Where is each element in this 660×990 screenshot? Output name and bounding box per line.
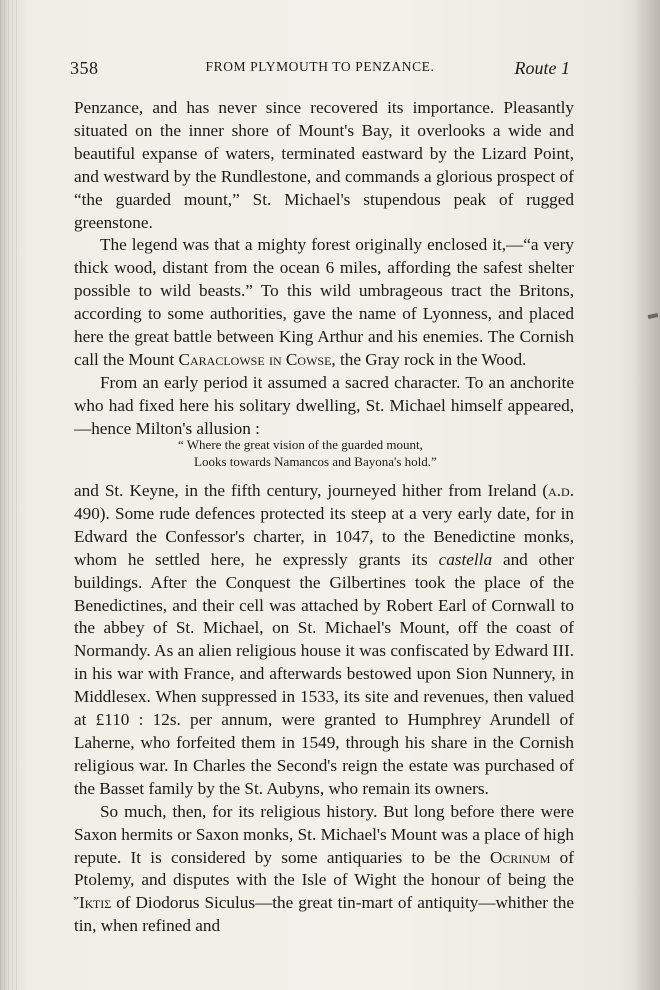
quote-line-1: “ Where the great vision of the guarded mount, xyxy=(178,437,423,452)
milton-quotation xyxy=(178,436,518,470)
page-gutter-shadow xyxy=(0,0,18,990)
paragraph-4-part-1: and St. Keyne, in the fifth century, journeyed hither from Ireland ( xyxy=(74,481,549,500)
paragraph-5-part-2: of Ptolemy, and disputes with the Isle of Wight the honour of being the xyxy=(74,847,574,890)
paragraph-5-part-1: So much, then, for its religious history. But long before there were Saxon hermits or Saxon monks, St. Michael's Mount was a place of high repute. It is considered by some antiquaries to be the xyxy=(74,801,574,867)
paragraph-5 xyxy=(74,801,574,938)
text-block-lower xyxy=(74,480,574,938)
anno-domini: a.d. xyxy=(548,481,574,500)
quote-line-2: Looks towards Namancos and Bayona's hold.” xyxy=(194,454,437,469)
route-label: Route 1 xyxy=(514,58,570,78)
paragraph-4 xyxy=(74,480,574,801)
paragraph-2-end: , the Gray rock in the Wood. xyxy=(331,349,527,369)
iktis-term: Ἴκτις xyxy=(74,893,112,913)
paragraph-2 xyxy=(74,234,574,371)
paragraph-2-text: The legend was that a mighty forest originally enclosed it,—“a very thick wood, distant from the ocean 6 miles, affording the safest shelter possible to wild beasts.” To this wild umbrageous tract the Britons, according to some authorities, gave the name of Lyonness, and placed here the great battle between King Arthur and his enemies. The Cornish call the Mount xyxy=(74,235,574,369)
cornish-name: Caraclowse in Cowse xyxy=(178,349,332,369)
ocrinum-term: Ocrinum xyxy=(489,847,551,867)
paragraph-5-part-3: of Diodorus Siculus—the great tin-mart of antiquity—whither the tin, when refined and xyxy=(74,893,574,936)
running-title: FROM PLYMOUTH TO PENZANCE. xyxy=(205,59,435,74)
paragraph-4-part-2: 490). Some rude defences protected its steep at a very early date, for in Edward the Confessor's charter, in 1047, to the Benedictine monks, whom he settled here, he expressly grants its xyxy=(74,503,574,569)
paragraph-4-part-3: and other buildings. After the Conquest the Gilbertines took the place of the Benedictines, and their cell was attached by Robert Earl of Cornwall to the abbey of St. Michael, on St. Michael's Mount, off the coast of Normandy. As an alien religious house it was confiscated by Edward III. in his war with France, and afterwards bestowed upon Sion Nunnery, in Middlesex. When suppressed in 1533, its site and revenues, then valued at £110 : 12s. per annum, were granted to Humphrey Arundell of Laherne, who forfeited them in 1549, through his share in the Cornish religious war. In Charles the Second's reign the estate was purchased of the Basset family by the St. Aubyns, who remain its owners. xyxy=(74,549,574,798)
castella-term: castella xyxy=(438,549,493,569)
paragraph-3: From an early period it assumed a sacred character. To an anchorite who had fixed here his solitary dwelling, St. Michael himself appeared,—hence Milton's allusion : xyxy=(74,372,574,438)
paragraph-1: Penzance, and has never since recovered its importance. Pleasantly situated on the inner shore of Mount's Bay, it overlooks a wide and beautiful expanse of waters, terminated eastward by the Lizard Point, and westward by the Rundlestone, and commands a glorious prospect of “the guarded mount,” St. Michael's stupendous peak of rugged greenstone. xyxy=(74,98,574,232)
text-block-upper xyxy=(74,97,574,441)
running-head xyxy=(70,58,570,84)
page-number: 358 xyxy=(70,58,99,78)
page-edge-shadow xyxy=(634,0,660,990)
